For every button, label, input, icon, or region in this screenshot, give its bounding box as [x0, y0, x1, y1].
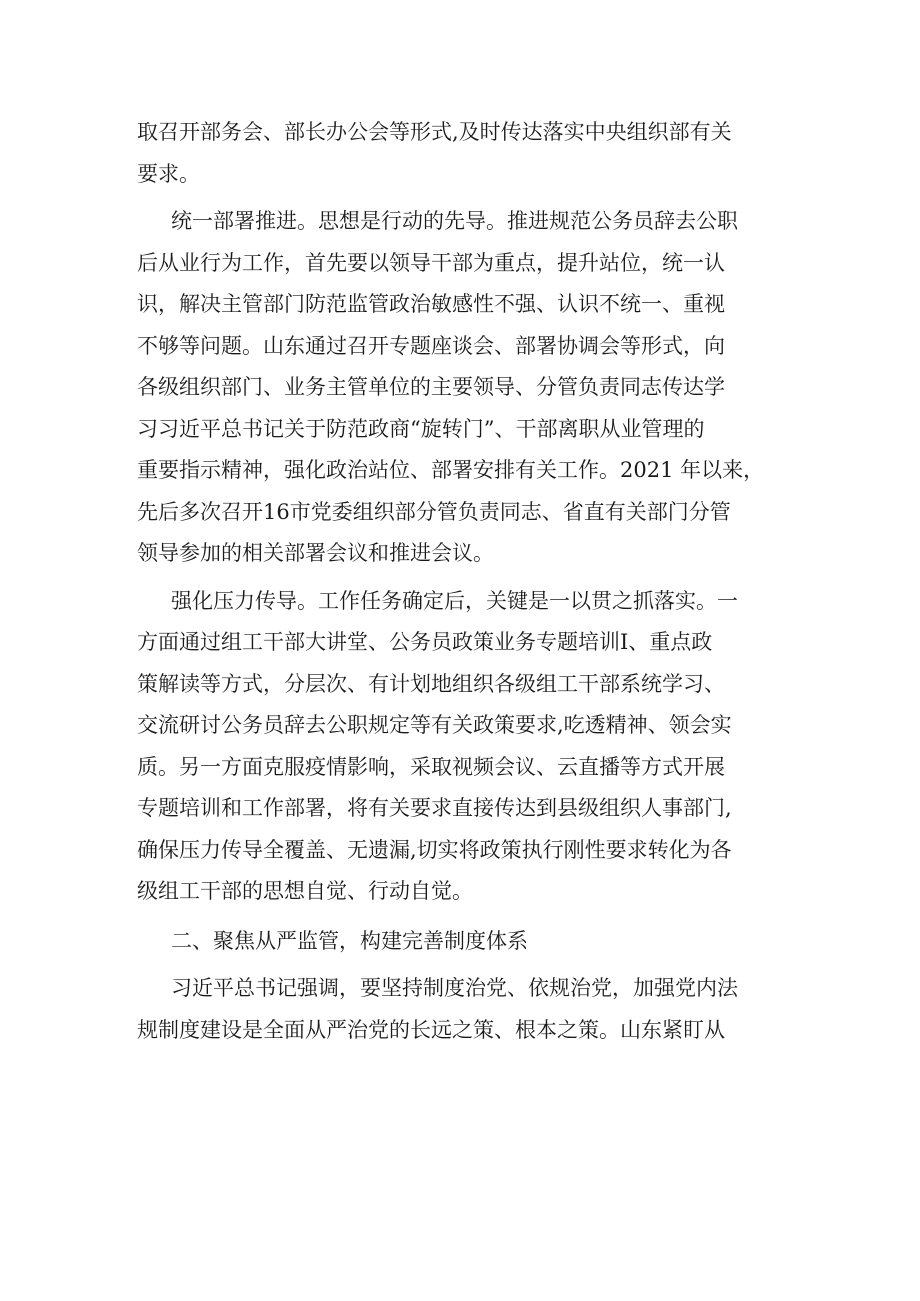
paragraph-continuation — [137, 112, 797, 195]
text-line: 先后多次召开16市党委组织部分管负责同志、省直有关部门分管 — [137, 499, 731, 524]
text-line: 领导参加的相关部署会议和推进会议。 — [137, 541, 494, 565]
heading-line: 二、聚焦从严监管，构建完善制度体系 — [171, 928, 528, 953]
text-line: 重要指示精神，强化政治站位、部署安排有关工作。2021 年以来， — [137, 458, 765, 482]
text-line: 强化压力传导。工作任务确定后，关键是一以贯之抓落实。一 — [171, 588, 738, 613]
section-heading — [137, 921, 797, 963]
text-line: 不够等问题。山东通过召开专题座谈会、部署协调会等形式，向 — [137, 333, 725, 358]
paragraph-institution-building — [137, 968, 797, 1051]
document-body — [137, 112, 797, 1051]
text-line: 级组工干部的思想自觉、行动自觉。 — [137, 879, 473, 903]
text-line: 要求。 — [137, 161, 200, 186]
text-line: 习习近平总书记关于防范政商“旋转门”、干部离职从业管理的 — [137, 416, 705, 441]
text-line: 方面通过组工干部大讲堂、公务员政策业务专题培训Ⅰ、重点政 — [137, 630, 713, 654]
text-line: 统一部署推进。思想是行动的先导。推进规范公务员辞去公职 — [171, 209, 738, 233]
text-line: 各级组织部门、业务主管单位的主要领导、分管负责同志传达学 — [137, 375, 725, 399]
text-line: 规制度建设是全面从严治党的长远之策、根本之策。山东紧盯从 — [137, 1017, 725, 1042]
text-line: 识，解决主管部门防范监管政治敏感性不强、认识不统一、重视 — [137, 292, 725, 316]
text-line: 交流研讨公务员辞去公职规定等有关政策要求,吃透精神、领会实 — [137, 713, 732, 737]
paragraph-unified-deployment — [137, 201, 797, 575]
text-line: 后从业行为工作，首先要以领导干部为重点，提升站位，统一认 — [137, 250, 725, 275]
text-line: 习近平总书记强调，要坚持制度治党、依规治党，加强党内法 — [171, 976, 738, 1000]
paragraph-pressure-transmission — [137, 581, 797, 913]
text-line: 专题培训和工作部署，将有关要求直接传达到县级组织人事部门, — [137, 796, 732, 820]
text-line: 确保压力传导全覆盖、无遗漏,切实将政策执行刚性要求转化为各 — [137, 837, 732, 862]
text-line: 策解读等方式，分层次、有计划地组织各级组工干部系统学习、 — [137, 671, 725, 696]
text-line: 质。另一方面克服疫情影响，采取视频会议、云直播等方式开展 — [137, 754, 725, 779]
text-line: 取召开部务会、部长办公会等形式,及时传达落实中央组织部有关 — [137, 120, 732, 144]
